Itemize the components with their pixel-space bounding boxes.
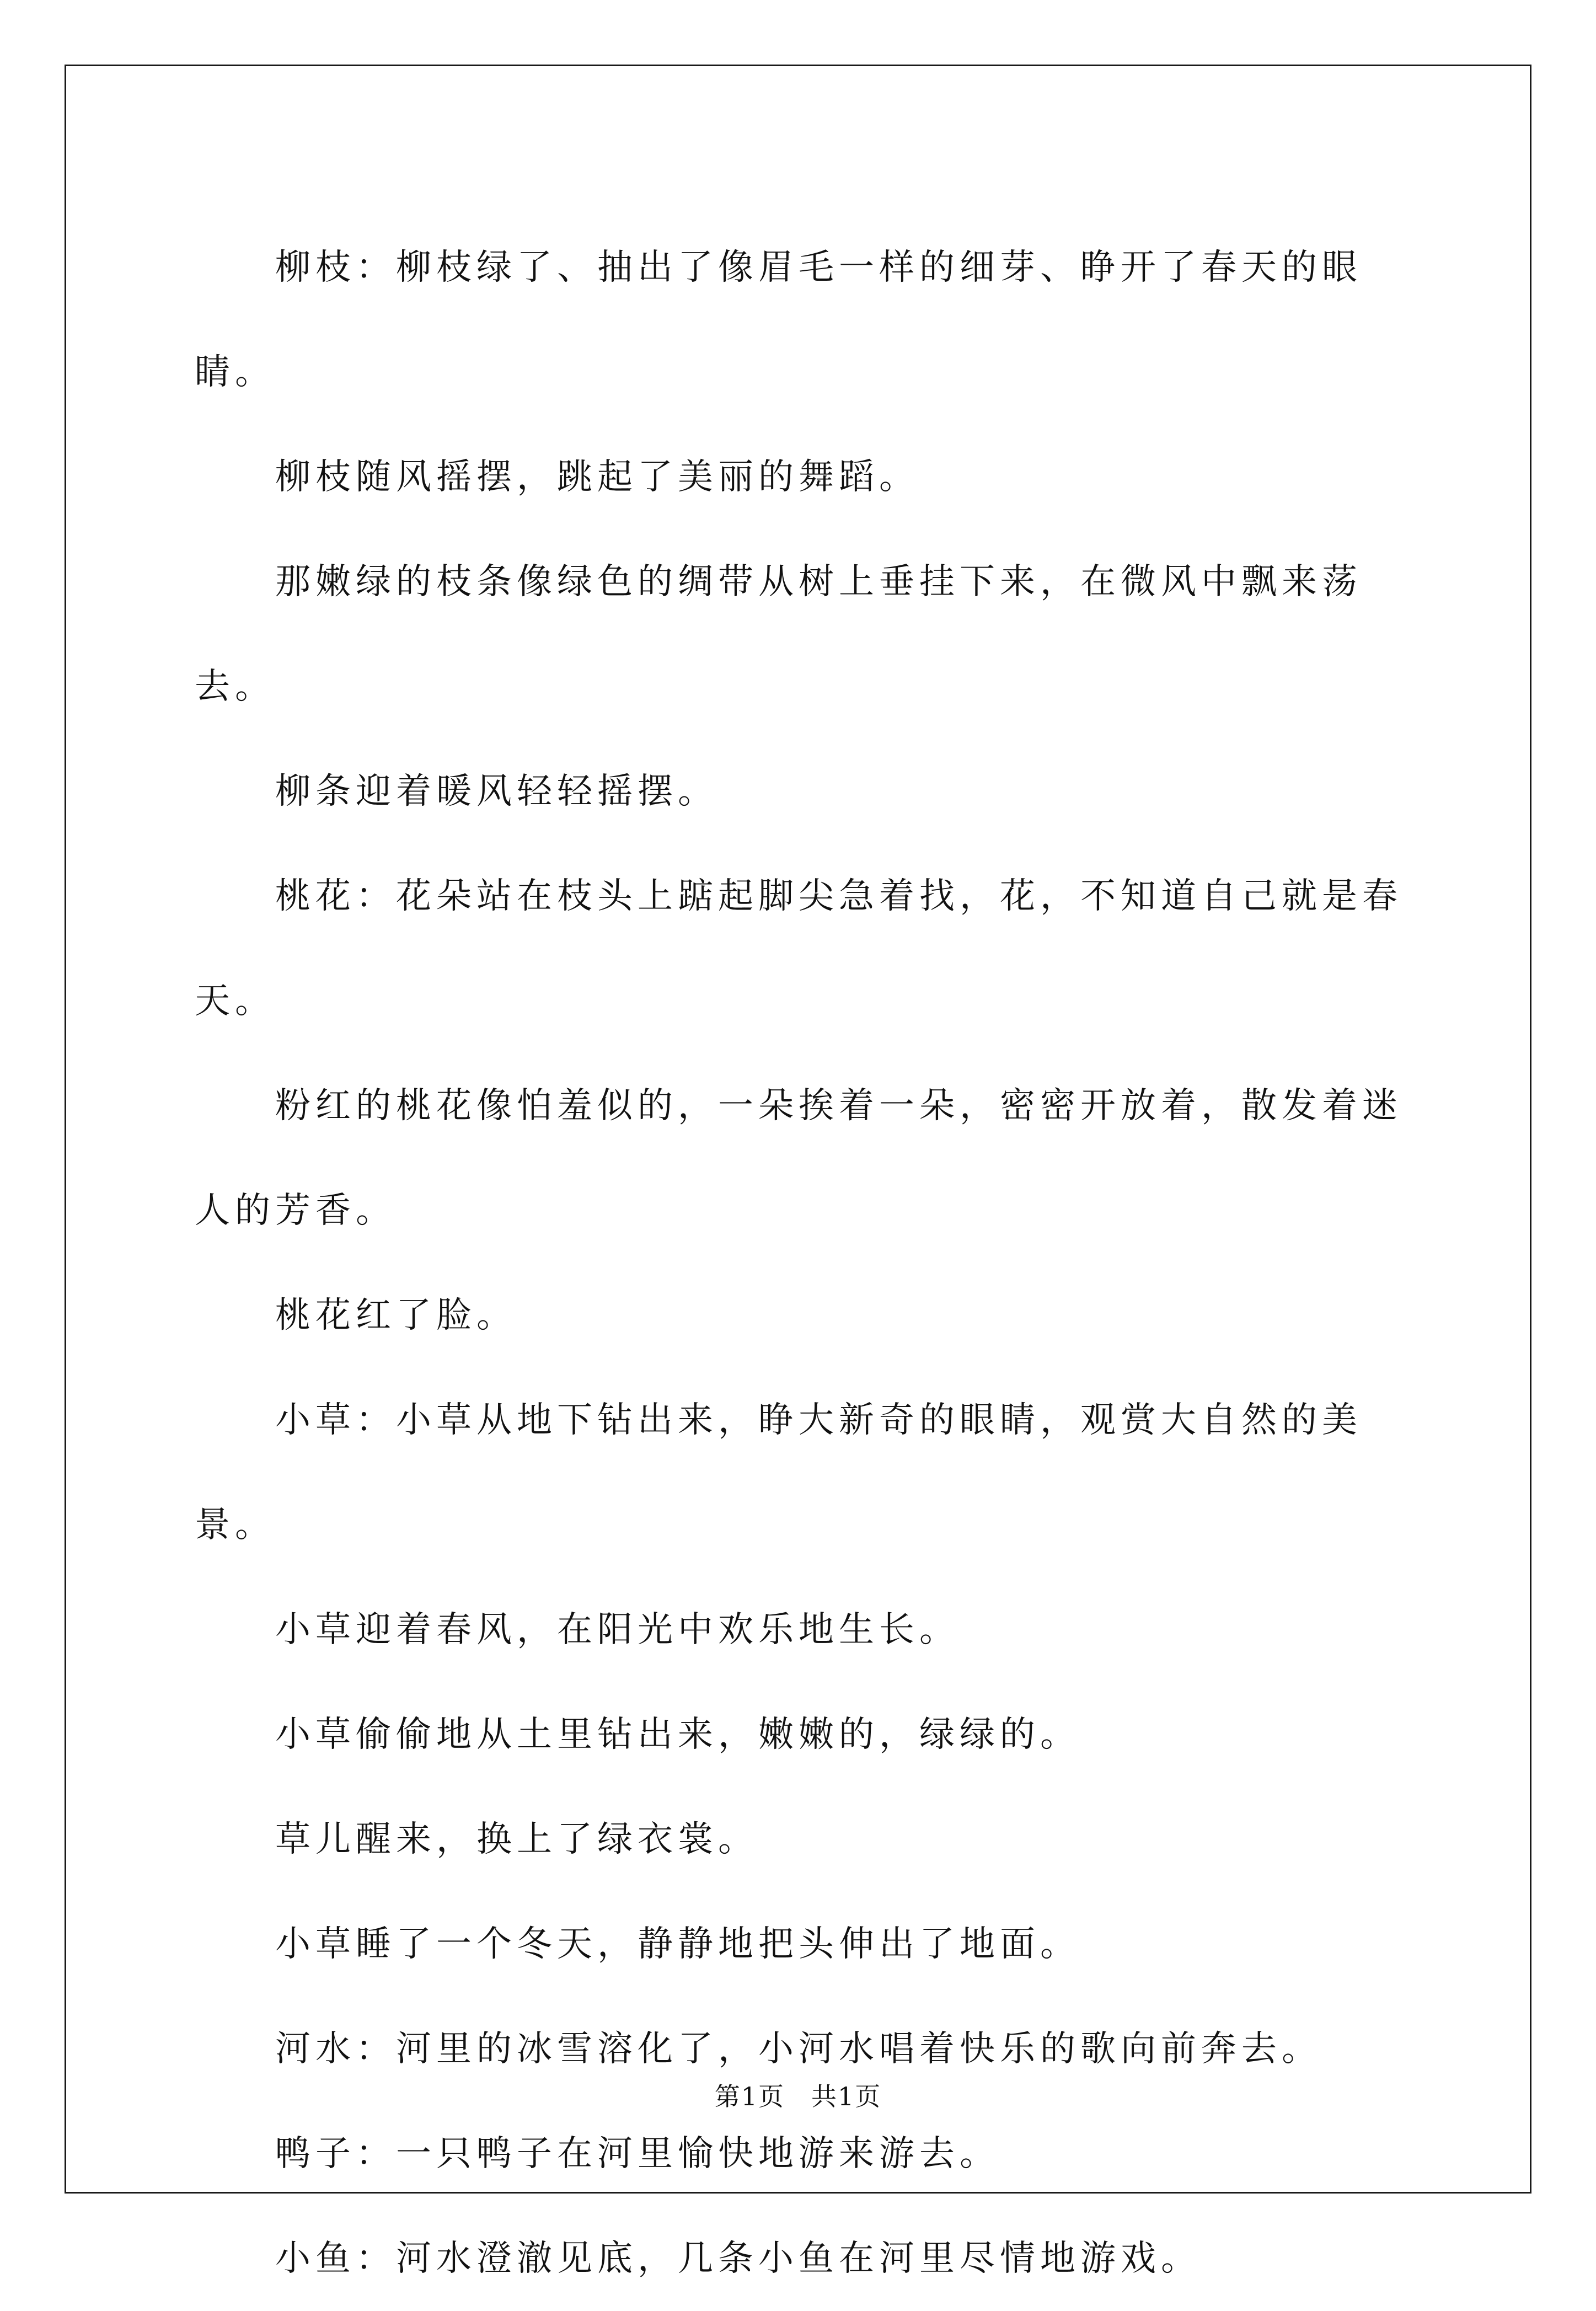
document-body xyxy=(195,215,1413,2311)
paragraph-fish: 小鱼：河水澄澈见底，几条小鱼在河里尽情地游戏。 xyxy=(275,2238,1201,2279)
paragraph-willow-4: 柳条迎着暖风轻轻摇摆。 xyxy=(275,771,718,812)
paragraph-willow-2: 柳枝随风摇摆，跳起了美丽的舞蹈。 xyxy=(275,457,919,497)
paragraph-grass-4: 草儿醒来，换上了绿衣裳。 xyxy=(275,1819,758,1860)
page-footer: 第1页 共1页 xyxy=(714,2082,882,2111)
paragraph-peach-1: 桃花：花朵站在枝头上踮起脚尖急着找，花，不知道自己就是春天。 xyxy=(195,876,1402,1021)
paragraph-duck: 鸭子：一只鸭子在河里愉快地游来游去。 xyxy=(275,2133,1000,2174)
paragraph-river: 河水：河里的冰雪溶化了，小河水唱着快乐的歌向前奔去。 xyxy=(275,2029,1322,2069)
paragraph-willow-3: 那嫩绿的枝条像绿色的绸带从树上垂挂下来，在微风中飘来荡去。 xyxy=(195,561,1362,707)
paragraph-peach-3: 桃花红了脸。 xyxy=(275,1295,517,1336)
paragraph-willow-1: 柳枝：柳枝绿了、抽出了像眉毛一样的细芽、睁开了春天的眼睛。 xyxy=(195,247,1362,393)
paragraph-peach-2: 粉红的桃花像怕羞似的，一朵挨着一朵，密密开放着，散发着迷人的芳香。 xyxy=(195,1085,1402,1231)
paragraph-grass-1: 小草：小草从地下钻出来，睁大新奇的眼睛，观赏大自然的美景。 xyxy=(195,1400,1362,1545)
paragraph-grass-3: 小草偷偷地从土里钻出来，嫩嫩的，绿绿的。 xyxy=(275,1714,1080,1755)
paragraph-grass-5: 小草睡了一个冬天，静静地把头伸出了地面。 xyxy=(275,1924,1080,1965)
paragraph-grass-2: 小草迎着春风，在阳光中欢乐地生长。 xyxy=(275,1609,960,1650)
